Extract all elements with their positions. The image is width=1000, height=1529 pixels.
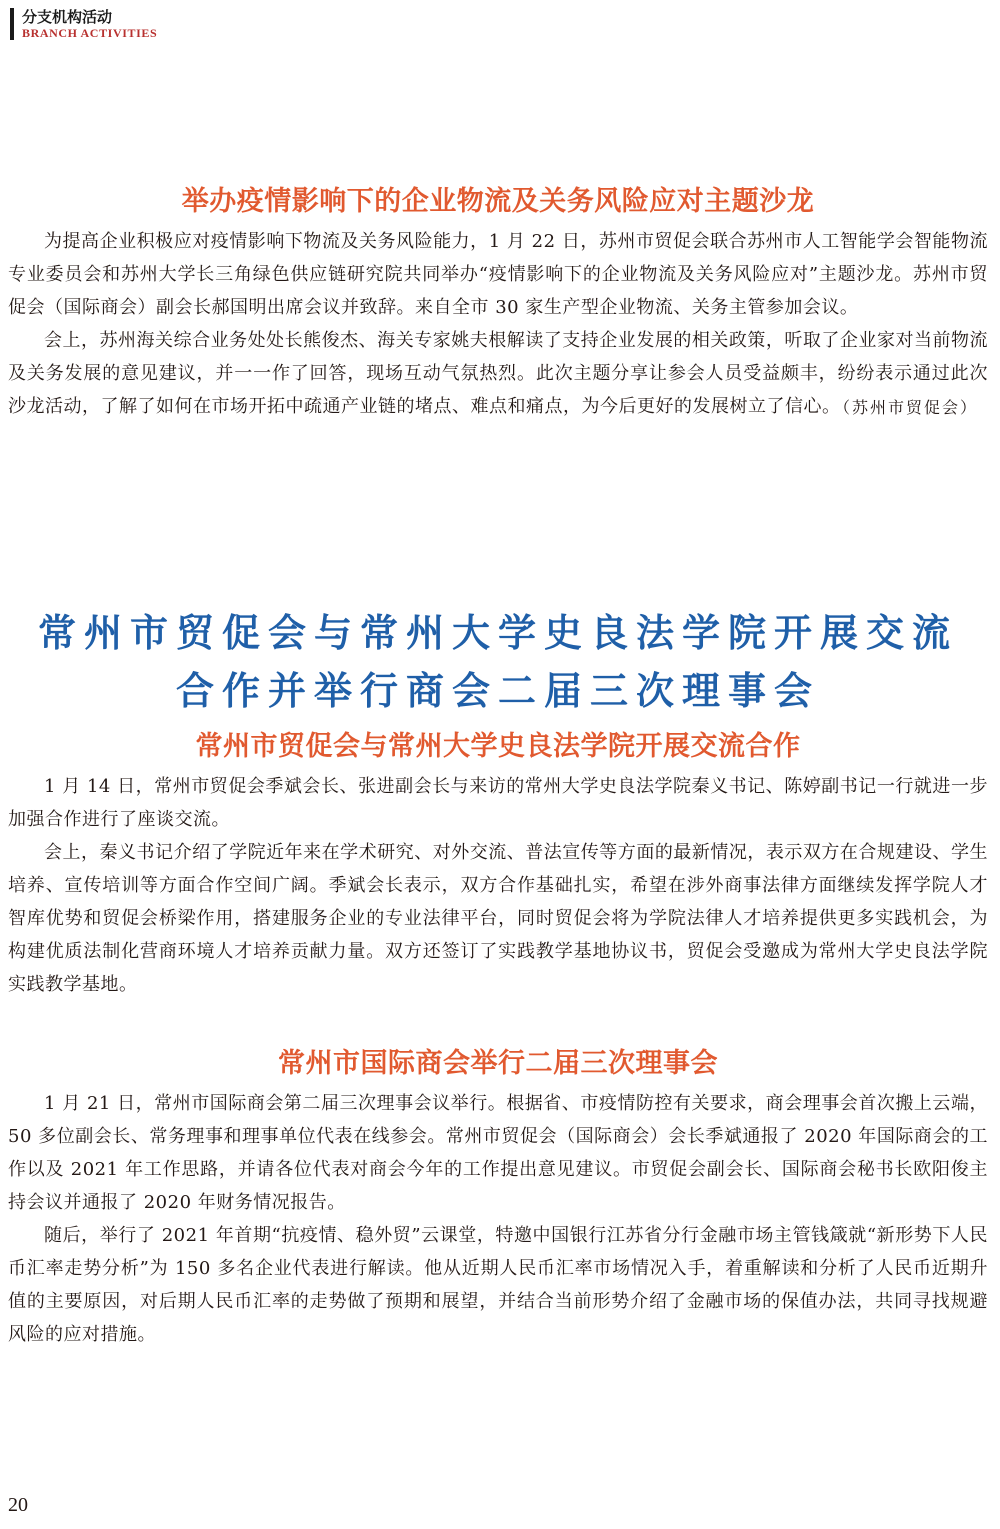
article-paragraph: 1 月 14 日，常州市贸促会季斌会长、张进副会长与来访的常州大学史良法学院秦义书记、陈婷副书记一行就进一步加强合作进行了座谈交流。 (8, 776, 988, 830)
article-paragraph: 1 月 21 日，常州市国际商会第二届三次理事会议举行。根据省、市疫情防控有关要求，商会理事会首次搬上云端，50 多位副会长、常务理事和理事单位代表在线参会。常州市贸促会（国际商会）会长季斌通报了 2020 年国际商会的工作以及 2021 年工作思路，并请各位代表对商会今年的工作提出意见建议。市贸促会副会长、国际商会秘书长欧阳俊主持会议并通报了 2020 年财务情况报告。 (8, 1093, 988, 1213)
subsection-title: 常州市国际商会举行二届三次理事会 (278, 1048, 718, 1079)
section-header (10, 8, 157, 40)
article-paragraph: 会上，秦义书记介绍了学院近年来在学术研究、对外交流、普法宣传等方面的最新情况，表示双方在合规建设、学生培养、宣传培训等方面合作空间广阔。季斌会长表示，双方合作基础扎实，希望在涉外商事法律方面继续发挥学院人才智库优势和贸促会桥梁作用，搭建服务企业的专业法律平台，同时贸促会将为学院法律人才培养提供更多实践机会，为构建优质法制化营商环境人才培养贡献力量。双方还签订了实践教学基地协议书，贸促会受邀成为常州大学史良法学院实践教学基地。 (8, 842, 988, 995)
main-title-line1: 常州市贸促会与常州大学史良法学院开展交流 (37, 610, 958, 655)
article-paragraph: 会上，苏州海关综合业务处处长熊俊杰、海关专家姚夫根解读了支持企业发展的相关政策，听取了企业家对当前物流及关务发展的意见建议，并一一作了回答，现场互动气氛热烈。此次主题分享让参会人员受益颇丰，纷纷表示通过此次沙龙活动，了解了如何在市场开拓中疏通产业链的堵点、难点和痛点，为今后更好的发展树立了信心。 (8, 330, 988, 417)
article-paragraph: 为提高企业积极应对疫情影响下物流及关务风险能力，1 月 22 日，苏州市贸促会联合苏州市人工智能学会智能物流专业委员会和苏州大学长三角绿色供应链研究院共同举办“疫情影响下的企业物流及关务风险应对”主题沙龙。苏州市贸促会（国际商会）副会长郝国明出席会议并致辞。来自全市 30 家生产型企业物流、关务主管参加会议。 (8, 231, 988, 318)
article-changzhou (8, 604, 988, 1351)
article-suzhou (8, 185, 988, 421)
article-paragraph: 随后，举行了 2021 年首期“抗疫情、稳外贸”云课堂，特邀中国银行江苏省分行金融市场主管钱箴就“新形势下人民币汇率走势分析”为 150 多名企业代表进行解读。他从近期人民币汇率市场情况入手，着重解读和分析了人民币近期升值的主要原因，对后期人民币汇率的走势做了预期和展望，并结合当前形势介绍了金融市场的保值办法，共同寻找规避风险的应对措施。 (8, 1225, 988, 1345)
main-title-line2: 合作并举行商会二届三次理事会 (175, 668, 820, 713)
section-header-en: BRANCH ACTIVITIES (22, 26, 158, 40)
subsection-title: 常州市贸促会与常州大学史良法学院开展交流合作 (195, 731, 801, 762)
article-source: （苏州市贸促会） (833, 398, 978, 417)
page-number: 20 (8, 1494, 28, 1516)
article-title: 举办疫情影响下的企业物流及关务风险应对主题沙龙 (181, 186, 815, 217)
section-header-cn: 分支机构活动 (22, 8, 113, 26)
